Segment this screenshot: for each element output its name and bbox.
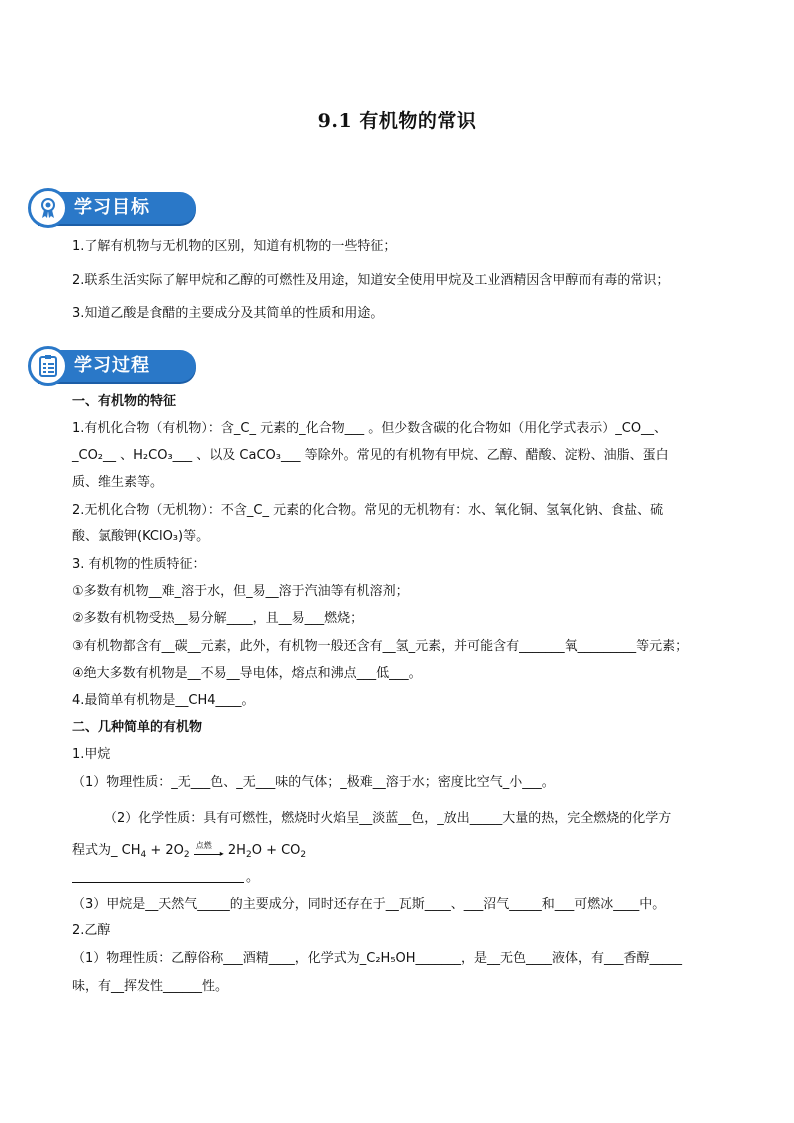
award-ribbon-icon	[28, 188, 68, 228]
text-line: 质、维生素等。	[72, 475, 164, 490]
text-line: ②多数有机物受热__易分解____，且__易___燃烧；	[72, 611, 364, 626]
objective-2: 2.联系生活实际了解甲烷和乙醇的可燃性及用途，知道安全使用甲烷及工业酒精因含甲醇而有毒的常识；	[72, 273, 670, 288]
reaction-arrow-icon: 点燃 ▸	[195, 840, 224, 858]
section-banner-objectives	[28, 188, 198, 228]
ethanol-physical-line-2: 味，有__挥发性______性。	[72, 979, 229, 994]
answer-blank	[72, 882, 244, 883]
section-banner-process	[28, 346, 198, 386]
objective-3: 3.知道乙酸是食醋的主要成分及其简单的性质和用途。	[72, 306, 384, 321]
text-line: _CO₂__ 、H₂CO₃___ 、以及 CaCO₃___ 等除外。常见的有机物有甲烷、乙醇、醋酸、淀粉、油脂、蛋白	[72, 448, 669, 463]
combustion-equation: 程式为_ $CH_4 + 2O_2$ 点燃 ▸ $2H_2O + CO_2$	[72, 840, 307, 860]
text-line: ④绝大多数有机物是__不易__导电体，熔点和沸点___低___。	[72, 666, 422, 681]
text-line: 酸、氯酸钾(KClO₃)等。	[72, 529, 210, 544]
clipboard-list-icon	[28, 346, 68, 386]
methane-physical-properties: （1）物理性质：_无___色、_无___味的气体；_极难__溶于水；密度比空气_小___。	[72, 775, 555, 790]
methane-sources: （3）甲烷是__天然气_____的主要成分，同时还存在于__瓦斯____、___沼气_____和___可燃冰____中。	[72, 897, 666, 912]
banner-label: 学习过程	[74, 355, 150, 376]
text-line: 4.最简单有机物是__CH4____。	[72, 693, 255, 708]
methane-heading: 1.甲烷	[72, 747, 111, 762]
text-line: ③有机物都含有__碳__元素，此外，有机物一般还含有__氢_元素，并可能含有_______氧_________等元素；	[72, 639, 689, 654]
page-title: 9.1 有机物的常识	[317, 110, 477, 132]
objective-1: 1.了解有机物与无机物的区别，知道有机物的一些特征；	[72, 239, 397, 254]
ethanol-heading: 2.乙醇	[72, 923, 111, 938]
text-line: 3. 有机物的性质特征：	[72, 557, 206, 572]
ethanol-physical-line-1: （1）物理性质：乙醇俗称___酒精____，化学式为_C₂H₅OH_______，是__无色____液体，有___香醇_____	[72, 951, 683, 966]
equation-end-mark: 。	[246, 870, 260, 885]
methane-chemical-properties: （2）化学性质：具有可燃性，燃烧时火焰呈__淡蓝__色，_放出_____大量的热，完全燃烧的化学方	[104, 811, 672, 826]
banner-label: 学习目标	[74, 197, 150, 218]
text-line: ①多数有机物__难_溶于水，但_易__溶于汽油等有机溶剂；	[72, 584, 409, 599]
text-line: 2.无机化合物（无机物）：不含_C_ 元素的化合物。常见的无机物有：水、氧化铜、氢氧化钠、食盐、硫	[72, 503, 664, 518]
section-heading-simple-organics: 二、几种简单的有机物	[72, 720, 203, 735]
text-line: 1.有机化合物（有机物）：含_C_ 元素的_化合物___ 。但少数含碳的化合物如（用化学式表示）_CO__、	[72, 421, 668, 436]
section-heading-characteristics: 一、有机物的特征	[72, 394, 177, 409]
